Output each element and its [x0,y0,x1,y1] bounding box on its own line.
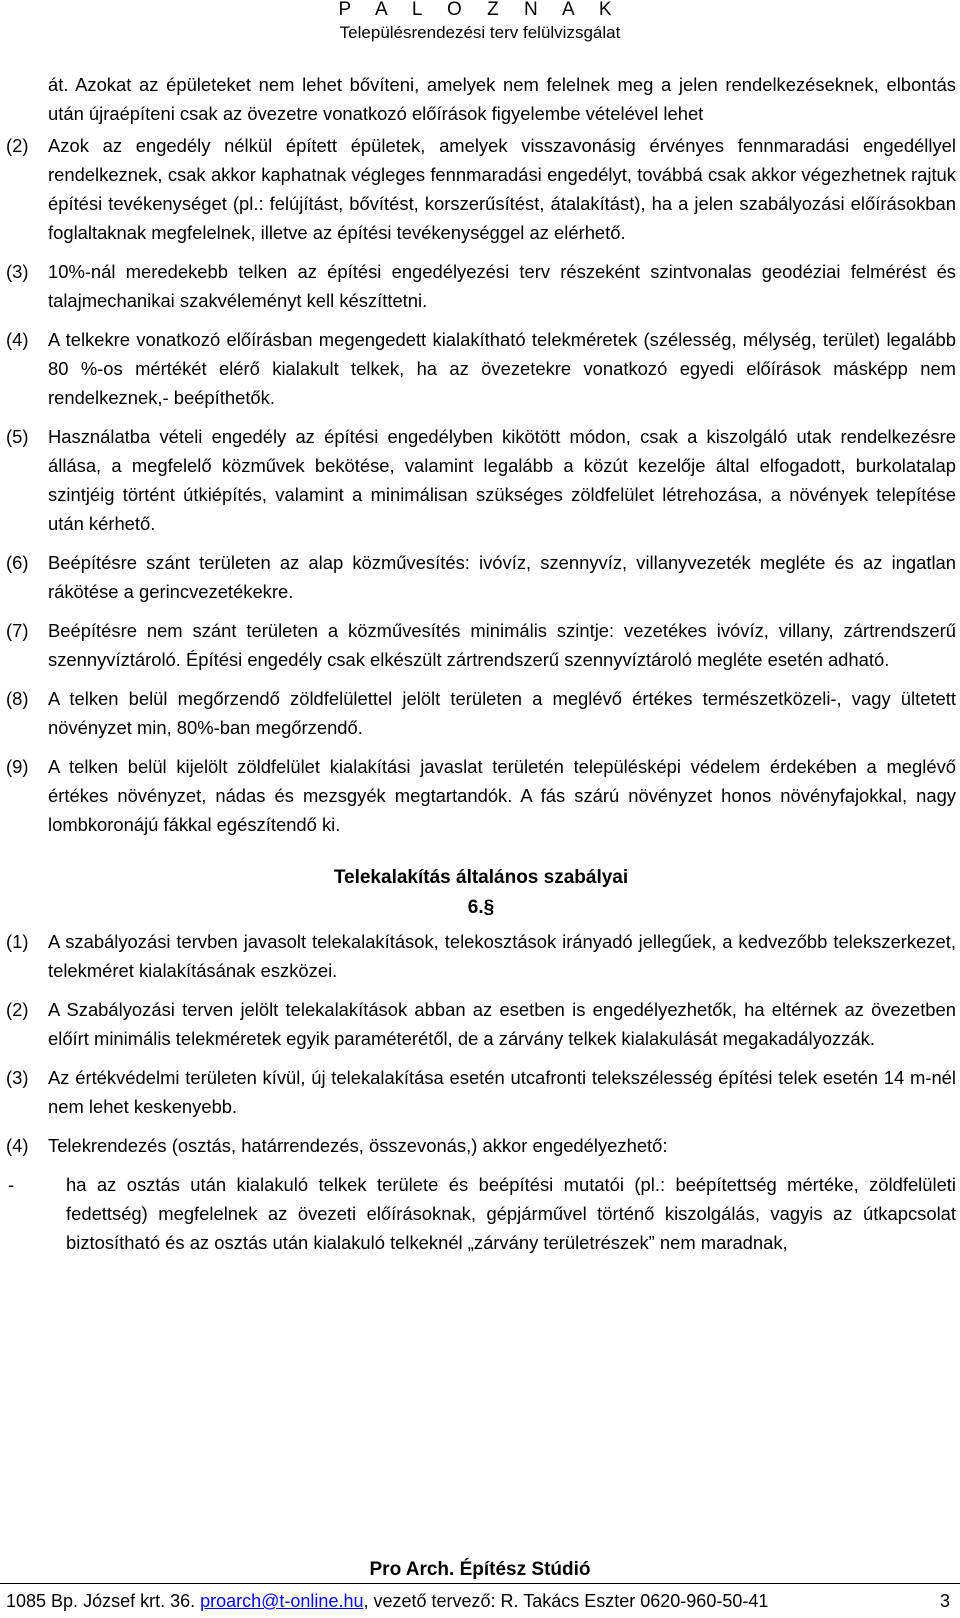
paragraph-number: (1) [6,931,29,952]
numbered-paragraph [6,131,956,247]
header-subtitle: Településrendezési terv felülvizsgálat [339,23,621,42]
numbered-paragraph [6,616,956,674]
paragraph-text: A telken belül kijelölt zöldfelület kialakítási javaslat területén településképi védelem érdekében a meglévő értékes növényzet, nádas és mezsgyék megtartandók. A fás szárú növényzet honos növényfajokkal, nagy lombkoronájú fákkal egészítendő ki. [48,756,956,835]
paragraph-number: (6) [6,552,29,573]
paragraph-number: (3) [6,1067,29,1088]
paragraph-text: A telken belül megőrzendő zöldfelülettel jelölt területen a meglévő értékes természetközeli-, vagy ültetett növényzet min, 80%-ban megőrzendő. [48,688,956,738]
document-body [6,70,956,1267]
numbered-paragraph [6,1063,956,1121]
footer-contact [6,1589,956,1613]
numbered-paragraph [6,684,956,742]
paragraph-number: (5) [6,426,29,447]
paragraph-text: Telekrendezés (osztás, határrendezés, összevonás,) akkor engedélyezhető: [48,1135,668,1156]
numbered-paragraph [6,548,956,606]
intro-paragraph: át. Azokat az épületeket nem lehet bővíteni, amelyek nem felelnek meg a jelen rendelkezéseknek, elbontás után újraépíteni csak az övezetre vonatkozó előírások figyelembe vételével lehet [48,74,956,124]
paragraph-text: A szabályozási tervben javasolt telekalakítások, telekosztások irányadó jellegűek, a kedvezőbb telekszerkezet, telekméret kialakításának eszközei. [48,931,956,981]
numbered-paragraph [6,927,956,985]
numbered-paragraph [6,325,956,412]
section-number: 6.§ [467,897,495,918]
dash-item-text: ha az osztás után kialakuló telkek területe és beépítési mutatói (pl.: beépítettség mértéke, zöldfelületi fedettség) megfelelnek az övezeti előírásoknak, gépjárművel történő kiszolgálás, vagyis az útkapcsolat biztosítható és az osztás után kialakuló telkeknél „zárvány területrészek” nem maradnak, [66,1174,956,1253]
footer-divider [0,1583,960,1584]
paragraph-text: A telkekre vonatkozó előírásban megengedett kialakítható telekméretek (szélesség, mélység, terület) legalább 80 %-os mértékét elérő kialakult telkek, ha az övezetekre vonatkozó egyedi előírások másképp nem rendelkeznek,- beépíthetők. [48,329,956,408]
numbered-paragraph [6,422,956,538]
footer-org: Pro Arch. Építész Stúdió [369,1559,591,1580]
paragraph-text: Beépítésre szánt területen az alap közművesítés: ivóvíz, szennyvíz, villanyvezeték megléte és az ingatlan rákötése a gerincvezetékekre. [48,552,956,602]
paragraph-number: (2) [6,135,29,156]
paragraph-text: Használatba vételi engedély az építési engedélyben kikötött módon, csak a kiszolgáló utak rendelkezésre állása, a megfelelő közművek bekötése, valamint legalább a közút kezelője által elfogadott, burkolatalap szintjéig történt útkiépítés, valamint a minimálisan szükséges zöldfelület létrehozása, a növények telepítése után kérhető. [48,426,956,534]
numbered-paragraph [6,1131,956,1160]
page-number: 3 [939,1591,950,1611]
paragraph-number: (2) [6,999,29,1020]
paragraph-text: Beépítésre nem szánt területen a közművesítés minimális szintje: vezetékes ivóvíz, villany, zártrendszerű szennyvíztároló. Építési engedély csak elkészült zártrendszerű szennyvíztároló megléte esetén adható. [48,620,956,670]
paragraph-text: Azok az engedély nélkül épített épületek, amelyek visszavonásig érvényes fennmaradási engedéllyel rendelkeznek, csak akkor kaphatnak végleges fennmaradási engedélyt, továbbá csak akkor végezhetnek rajtuk építési tevékenységet (pl.: felújítást, bővítést, korszerűsítést, átalakítást), ha a jelen szabályozási előírásokban foglaltaknak megfelelnek, illetve az építési tevékenységgel az elérhető. [48,135,956,243]
paragraph-text: A Szabályozási terven jelölt telekalakítások abban az esetben is engedélyezhetők, ha eltérnek az övezetben előírt minimális telekméretek egyik paraméterétől, de a zárvány telkek kialakulását megakadályozzák. [48,999,956,1049]
header-title: P A L O Z N A K [338,0,622,20]
footer-email-link[interactable]: proarch@t-online.hu [200,1591,364,1611]
paragraph-number: (8) [6,688,29,709]
section-title: Telekalakítás általános szabályai [333,867,629,888]
numbered-paragraph [6,752,956,839]
page-header [0,0,960,45]
dash-list-item [6,1170,956,1257]
paragraph-text: 10%-nál meredekebb telken az építési engedélyezési terv részeként szintvonalas geodéziai felmérést és talajmechanikai szakvéleményt kell készíttetni. [48,261,956,311]
numbered-paragraph [6,995,956,1053]
paragraph-number: (9) [6,756,29,777]
footer-address: 1085 Bp. József krt. 36. [6,1591,201,1611]
dash-marker: - [8,1174,15,1195]
paragraph-number: (7) [6,620,29,641]
footer-designer: , vezető tervező: R. Takács Eszter 0620-960-50-41 [363,1591,769,1611]
paragraph-number: (4) [6,1135,29,1156]
numbered-paragraph [6,257,956,315]
paragraph-number: (4) [6,329,29,350]
paragraph-text: Az értékvédelmi területen kívül, új telekalakítása esetén utcafronti telekszélesség építési telek esetén 14 m-nél nem lehet keskenyebb. [48,1067,956,1117]
paragraph-list-a [6,131,956,839]
paragraph-number: (3) [6,261,29,282]
paragraph-list-b [6,927,956,1160]
